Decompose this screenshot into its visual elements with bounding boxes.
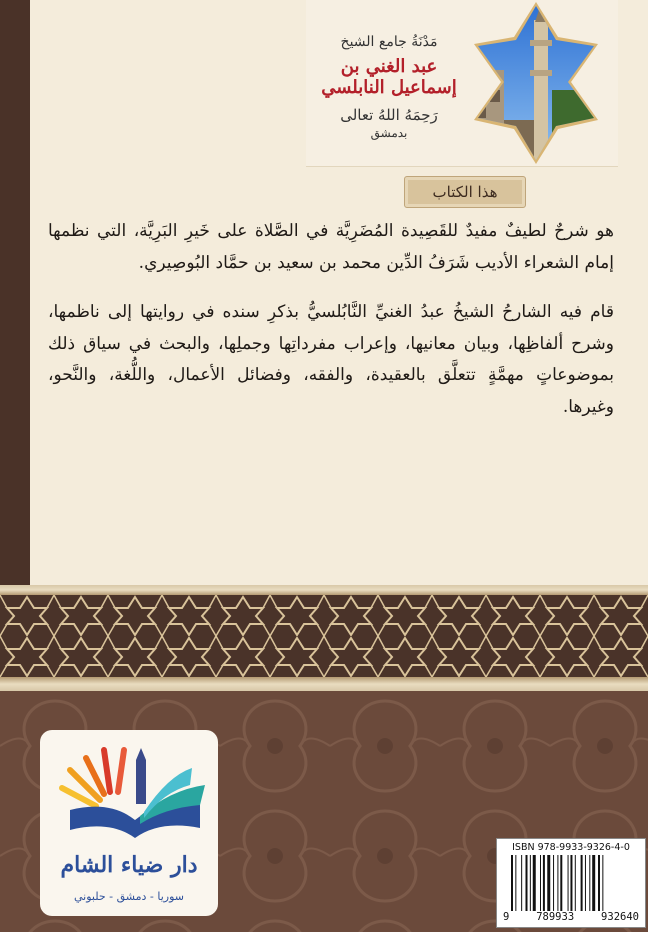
isbn-digit-first: 9 [503, 911, 510, 923]
ornament-border-top [0, 585, 648, 595]
header-line-prayer: رَحِمَهُ اللهُ تعالى [340, 106, 438, 124]
geometric-pattern-band [0, 595, 648, 677]
isbn-digits-mid: 789933 [536, 911, 575, 923]
section-label: هذا الكتاب [404, 176, 526, 208]
left-spine-strip [0, 0, 30, 585]
publisher-name: دار ضياء الشام [60, 852, 198, 878]
publisher-location: سوريا - دمشق - حلبوني [74, 890, 184, 903]
header-text-block [306, 34, 472, 140]
book-description [48, 216, 614, 423]
isbn-label: ISBN 978-9933-9326-4-0 [512, 842, 630, 853]
header-line-sheikh-name: عبد الغني بن إسماعيل النابلسي [321, 56, 457, 98]
ornament-border-bottom [0, 677, 648, 691]
publisher-logo [40, 730, 218, 916]
minaret-photo [470, 0, 602, 166]
isbn-digits-last: 932640 [601, 911, 639, 923]
barcode-bars [511, 855, 631, 913]
isbn-barcode [496, 838, 646, 928]
isbn-digits [497, 911, 645, 923]
description-paragraph-1: هو شرحٌ لطيفٌ مفيدٌ للقَصِيدة المُضَرِيَّة في الصَّلاة على خَيرِ البَرِيَّة، التي نظمها إمام الشعراء الأديب شَرَفُ الدِّين محمد بن سعيد بن حمَّاد البُوصِيري. [48, 221, 614, 273]
header-line-city: بدمشق [370, 126, 408, 140]
book-sunrise-icon [40, 730, 218, 860]
header-line-mosque: مَدْنَةُ جامع الشيخ [340, 34, 438, 50]
description-paragraph-2: قام فيه الشارحُ الشيخُ عبدُ الغنيِّ النَّابُلسيُّ بذكرِ سنده في روايتها إلى ناظمها، وشرح ألفاظِها، وبيان معانيها، وإعراب مفرداتِها وجملِها، والبحث في سياق ذلك بموضوعاتٍ مهمَّةٍ تتعلَّق بالعقيدة، والفقه، وفضائل الأعمال، واللُّغة، والنَّحو، وغيرها. [48, 302, 614, 417]
